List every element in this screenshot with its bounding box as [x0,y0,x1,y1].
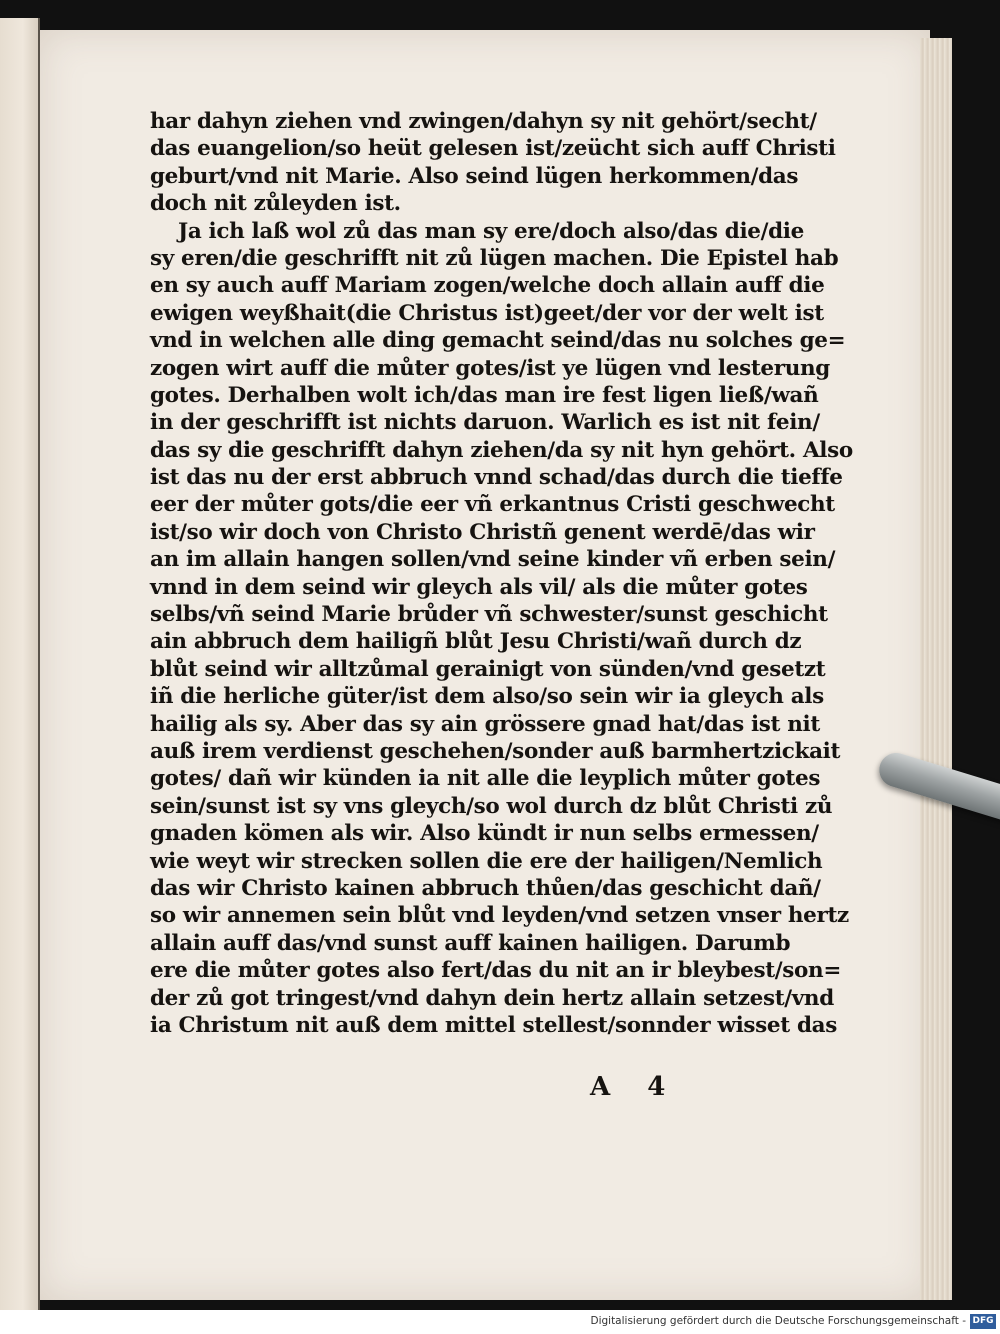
text-line: ewigen weyßhait(die Christus ist)geet/der vor der welt ist [150,300,824,326]
previous-page-edge [0,18,40,1310]
text-line: ia Christum nit auß dem mittel stellest/sonnder wisset das [150,1012,837,1038]
text-line: auß irem verdienst geschehen/sonder auß barmhertzickait [150,738,841,764]
text-line: en sy auch auff Mariam zogen/welche doch allain auff die [150,273,825,299]
dfg-logo: DFG [970,1314,996,1329]
text-line: sy eren/die geschrifft nit zů lügen machen. Die Epistel hab [150,245,839,271]
text-line: har dahyn ziehen vnd zwingen/dahyn sy nit gehört/secht/ [150,109,817,134]
text-line: allain auff das/vnd sunst auff kainen hailigen. Darumb [150,930,791,956]
text-line: gotes/ dañ wir künden ia nit alle die leyplich můter gotes [150,766,821,792]
page-stack-edge [920,38,952,1300]
text-line: ist/so wir doch von Christo Christñ genent werdē/das wir [150,519,815,545]
text-line: das wir Christo kainen abbruch thůen/das geschicht dañ/ [150,875,821,901]
footer-bar [0,1310,1000,1334]
text-line: gotes. Derhalben wolt ich/das man ire fest ligen ließ/wañ [150,382,819,408]
text-line: hailig als sy. Aber das sy ain grössere gnad hat/das ist nit [150,711,820,737]
text-line: der zů got tringest/vnd dahyn dein hertz allain setzest/vnd [150,985,834,1011]
text-line: das sy die geschrifft dahyn ziehen/da sy nit hyn gehört. Also [150,437,853,463]
text-line: Ja ich laß wol zů das man sy ere/doch also/das die/die [178,218,804,244]
text-line: selbs/vñ seind Marie brůder vñ schwester/sunst geschicht [150,602,828,628]
text-line: wie weyt wir strecken sollen die ere der hailigen/Nemlich [150,848,823,874]
text-line: blůt seind wir alltzůmal gerainigt von sünden/vnd gesetzt [150,656,826,682]
text-line: so wir annemen sein blůt vnd leyden/vnd setzen vnser hertz [150,903,849,929]
text-line: geburt/vnd nit Marie. Also seind lügen herkommen/das [150,163,799,189]
text-line: sein/sunst ist sy vns gleych/so wol durch dz blůt Christi zů [150,793,833,819]
page-text-block [150,108,853,1039]
text-line: vnnd in dem seind wir gleych als vil/ als die můter gotes [150,574,808,600]
text-line: doch nit zůleyden ist. [150,191,401,217]
text-line: ere die můter gotes also fert/das du nit an ir bleybest/son= [150,958,841,984]
text-line: gnaden kömen als wir. Also kündt ir nun selbs ermessen/ [150,821,819,847]
text-line: ist das nu der erst abbruch vnnd schad/das durch die tieffe [150,465,843,491]
text-line: iñ die herliche güter/ist dem also/so sein wir ia gleych als [150,684,824,710]
page-signature: A 4 [590,1072,680,1102]
text-line: eer der můter gots/die eer vñ erkantnus Cristi geschwecht [150,492,835,518]
text-line: ain abbruch dem hailigñ blůt Jesu Christi/wañ durch dz [150,629,802,655]
text-line: das euangelion/so heüt gelesen ist/zeücht sich auff Christi [150,136,836,162]
text-line: in der geschrifft ist nichts daruon. Warlich es ist nit fein/ [150,410,820,436]
text-line: vnd in welchen alle ding gemacht seind/das nu solches ge= [150,328,846,354]
text-line: zogen wirt auff die můter gotes/ist ye lügen vnd lesterung [150,355,830,381]
text-line: an im allain hangen sollen/vnd seine kinder vñ erben sein/ [150,547,836,573]
footer-credit: Digitalisierung gefördert durch die Deutsche Forschungsgemeinschaft - [590,1315,966,1327]
